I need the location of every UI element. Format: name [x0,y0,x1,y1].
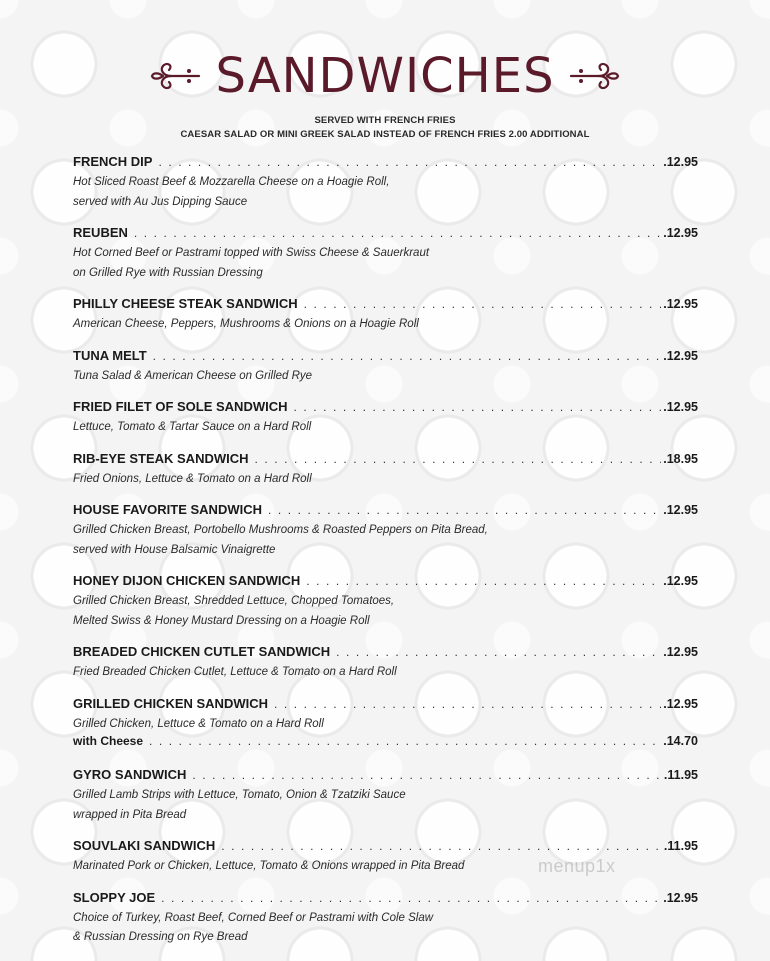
dot-leader [153,349,662,363]
menu-items-list [73,154,698,961]
item-description: wrapped in Pita Bread [73,808,187,821]
page-title: SANDWICHES [215,48,555,104]
item-name: GYRO SANDWICH [73,767,187,782]
menu-item [73,644,698,683]
item-description: Choice of Turkey, Roast Beef, Corned Beef or Pastrami with Cole Slaw [73,911,434,924]
item-description: served with Au Jus Dipping Sauce [73,195,248,208]
item-name: RIB-EYE STEAK SANDWICH [73,450,249,466]
item-price: .12.95 [663,574,698,588]
menu-item-row [73,225,698,244]
note-fries: SERVED WITH FRENCH FRIES [314,115,456,126]
item-name: REUBEN [73,225,128,240]
menu-item [73,502,698,560]
dot-leader [336,645,661,659]
item-description: Fried Onions, Lettuce & Tomato on a Hard Roll [73,472,312,485]
right-flourish-icon [569,59,621,93]
item-name: SOUVLAKI SANDWICH [73,838,216,853]
menu-item-row [73,838,698,857]
item-price: .12.95 [663,645,698,659]
note-salad-upgrade: CAESAR SALAD OR MINI GREEK SALAD INSTEAD OF FRENCH FRIES 2.00 ADDITIONAL [180,129,590,140]
option-name: with Cheese [73,734,144,748]
item-name: TUNA MELT [73,347,147,363]
item-name: PHILLY CHEESE STEAK SANDWICH [73,296,298,311]
menu-item [73,696,698,755]
item-description: Hot Corned Beef or Pastrami topped with Swiss Cheese & Sauerkraut [73,247,430,259]
item-description: Lettuce, Tomato & Tartar Sauce on a Hard Roll [73,421,312,433]
item-name: BREADED CHICKEN CUTLET SANDWICH [73,644,331,659]
menu-item-row [73,296,698,315]
item-description: Hot Sliced Roast Beef & Mozzarella Cheese on a Hoagie Roll, [73,176,390,188]
watermark: menup1x [538,856,616,876]
dot-leader [304,297,662,311]
menu-item-row [73,451,698,470]
item-price: .12.95 [663,348,698,363]
dot-leader [255,452,662,466]
item-name: SLOPPY JOE [73,889,156,905]
dot-leader [294,400,662,414]
dot-leader [306,574,661,588]
menu-item [73,154,698,212]
item-description: on Grilled Rye with Russian Dressing [73,266,263,279]
menu-item [73,573,698,631]
item-description: served with House Balsamic Vinaigrette [73,543,276,556]
option-price: .14.70 [663,734,698,748]
item-description: Grilled Chicken Breast, Portobello Mushrooms & Roasted Peppers on Pita Bread, [73,524,488,536]
menu-item-row [73,502,698,521]
item-description: Tuna Salad & American Cheese on Grilled Rye [73,369,313,382]
menu-item-row [73,399,698,418]
item-price: .12.95 [663,226,698,240]
dot-leader [274,697,661,711]
item-name: GRILLED CHICKEN SANDWICH [73,695,268,711]
menu-item-row [73,696,698,715]
item-price: .12.95 [663,297,698,311]
dot-leader [221,839,662,853]
item-description: Grilled Lamb Strips with Lettuce, Tomato, Onion & Tzatziki Sauce [73,789,406,801]
dot-leader [134,226,661,240]
item-description: Melted Swiss & Honey Mustard Dressing on a Hoagie Roll [73,614,370,627]
item-name: FRIED FILET OF SOLE SANDWICH [73,399,288,414]
item-price: .12.95 [663,890,698,905]
item-description: American Cheese, Peppers, Mushrooms & Onions on a Hoagie Roll [73,318,419,330]
dot-leader [192,768,662,782]
left-flourish-icon [149,59,201,93]
item-description: & Russian Dressing on Rye Bread [73,931,248,943]
menu-header [0,44,770,108]
item-price: .11.95 [663,768,698,782]
dot-leader [149,734,661,748]
menu-item [73,767,698,825]
menu-item [73,451,698,490]
menu-item [73,296,698,335]
menu-item-row [73,767,698,786]
item-name: FRENCH DIP [73,154,153,169]
dot-leader [158,155,661,169]
dot-leader [268,503,661,517]
item-option-row [73,734,698,754]
menu-item-row [73,890,698,909]
menu-item [73,890,698,948]
item-price: .12.95 [663,503,698,517]
item-price: .12.95 [663,155,698,169]
menu-notes [0,114,770,142]
item-price: .12.95 [663,696,698,711]
menu-item-row [73,348,698,367]
item-price: .12.95 [663,400,698,414]
item-description: Grilled Chicken, Lettuce & Tomato on a Hard Roll [73,717,324,730]
item-price: .18.95 [663,451,698,466]
menu-item-row [73,573,698,592]
dot-leader [161,891,661,905]
menu-item-row [73,644,698,663]
item-description: Grilled Chicken Breast, Shredded Lettuce, Chopped Tomatoes, [73,595,395,607]
item-name: HOUSE FAVORITE SANDWICH [73,502,262,517]
menu-item-row [73,154,698,173]
item-price: .11.95 [663,839,698,853]
item-description: Fried Breaded Chicken Cutlet, Lettuce & Tomato on a Hard Roll [73,666,397,678]
menu-item [73,225,698,283]
menu-item [73,348,698,387]
item-name: HONEY DIJON CHICKEN SANDWICH [73,573,301,588]
menu-item [73,399,698,438]
item-description: Marinated Pork or Chicken, Lettuce, Tomato & Onions wrapped in Pita Bread [73,860,465,872]
